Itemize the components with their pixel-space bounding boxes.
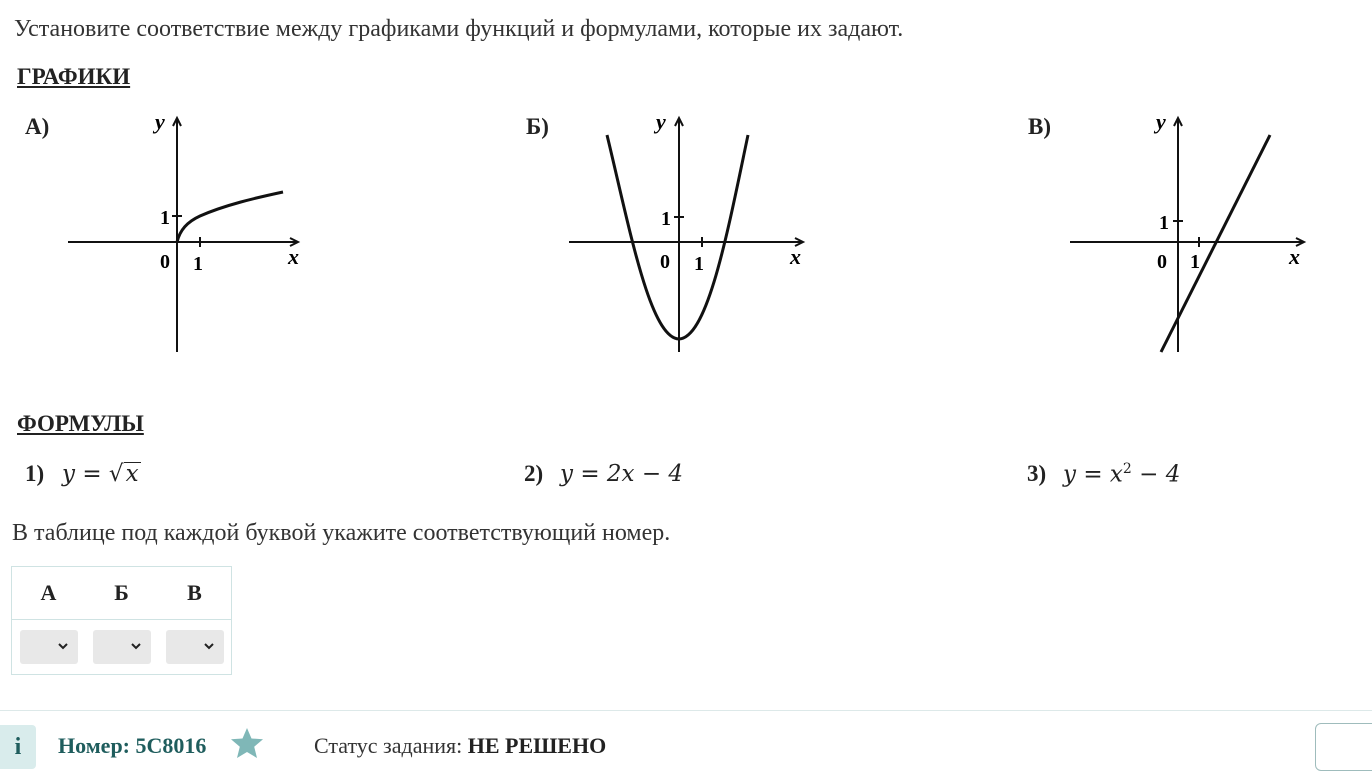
formula-3-power: 2 <box>1122 461 1132 477</box>
graph-c-one-x: 1 <box>1190 251 1200 273</box>
answer-header-b: Б <box>85 567 158 620</box>
graph-c-label: В) <box>1028 114 1051 139</box>
formula-3-number: 3) <box>1027 461 1047 486</box>
info-button[interactable]: i <box>0 725 36 769</box>
graph-b-one-y: 1 <box>661 208 671 230</box>
answer-cell-b <box>85 620 158 675</box>
answer-table <box>11 566 232 675</box>
formula-3-eq: = <box>1083 461 1103 488</box>
answer-select-a[interactable] <box>20 630 78 664</box>
answer-cell-a <box>12 620 86 675</box>
answer-header-c: В <box>158 567 232 620</box>
graph-a-label: А) <box>25 114 50 139</box>
formula-2-rhs: 2x − 4 <box>606 461 684 487</box>
chevron-down-icon <box>56 639 70 653</box>
formula-2-number: 2) <box>524 461 544 486</box>
answer-header-a: А <box>12 567 86 620</box>
answer-cell-c <box>158 620 232 675</box>
graph-a-y-label: y <box>155 109 165 134</box>
formula-3-lhs: y <box>1063 461 1076 488</box>
chevron-down-icon <box>202 639 216 653</box>
formula-2-eq: = <box>580 461 600 487</box>
footer-bar <box>0 710 1372 773</box>
graph-b-zero: 0 <box>660 251 670 273</box>
formula-2 <box>560 461 683 487</box>
graph-b-x-label: x <box>790 244 801 269</box>
formulas-section-title: ФОРМУЛЫ <box>17 411 144 436</box>
formula-1-radicand: x <box>125 461 139 487</box>
answer-select-b[interactable] <box>93 630 151 664</box>
formula-3-tail: − 4 <box>1131 461 1181 488</box>
task-text: Установите соответствие между графиками функций и формулами, которые их задают. <box>14 16 904 42</box>
formula-3-base: x <box>1109 461 1123 488</box>
formula-3 <box>1063 461 1180 488</box>
formula-2-lhs: y <box>560 461 573 487</box>
formula-1-lhs: y <box>62 461 75 487</box>
status-label: Статус задания: <box>314 733 463 758</box>
instruction-text: В таблице под каждой буквой укажите соответствующий номер. <box>12 520 671 546</box>
sqrt-icon: √ <box>108 461 124 487</box>
answer-select-c[interactable] <box>166 630 224 664</box>
formula-1-eq: = <box>82 461 102 487</box>
favorite-star-icon[interactable] <box>230 727 264 759</box>
graph-b-label: Б) <box>526 114 549 139</box>
formula-1-number: 1) <box>25 461 45 486</box>
graph-a-one-x: 1 <box>193 253 203 275</box>
graph-c-y-label: y <box>1156 109 1166 134</box>
task-number: Номер: 5C8016 <box>58 733 207 758</box>
graphs-section-title: ГРАФИКИ <box>17 64 131 89</box>
footer-action-button[interactable] <box>1315 723 1372 771</box>
task-status <box>314 733 606 759</box>
graph-b-one-x: 1 <box>694 253 704 275</box>
graph-c-x-label: x <box>1289 244 1300 269</box>
chevron-down-icon <box>129 639 143 653</box>
graph-b-y-label: y <box>656 109 666 134</box>
status-value: НЕ РЕШЕНО <box>467 733 607 758</box>
formula-1 <box>62 461 141 487</box>
graph-a-one-y: 1 <box>160 207 170 229</box>
graph-a-x-label: x <box>288 244 299 269</box>
graph-a-zero: 0 <box>160 251 170 273</box>
graph-c-zero: 0 <box>1157 251 1167 273</box>
graph-c-one-y: 1 <box>1159 212 1169 234</box>
